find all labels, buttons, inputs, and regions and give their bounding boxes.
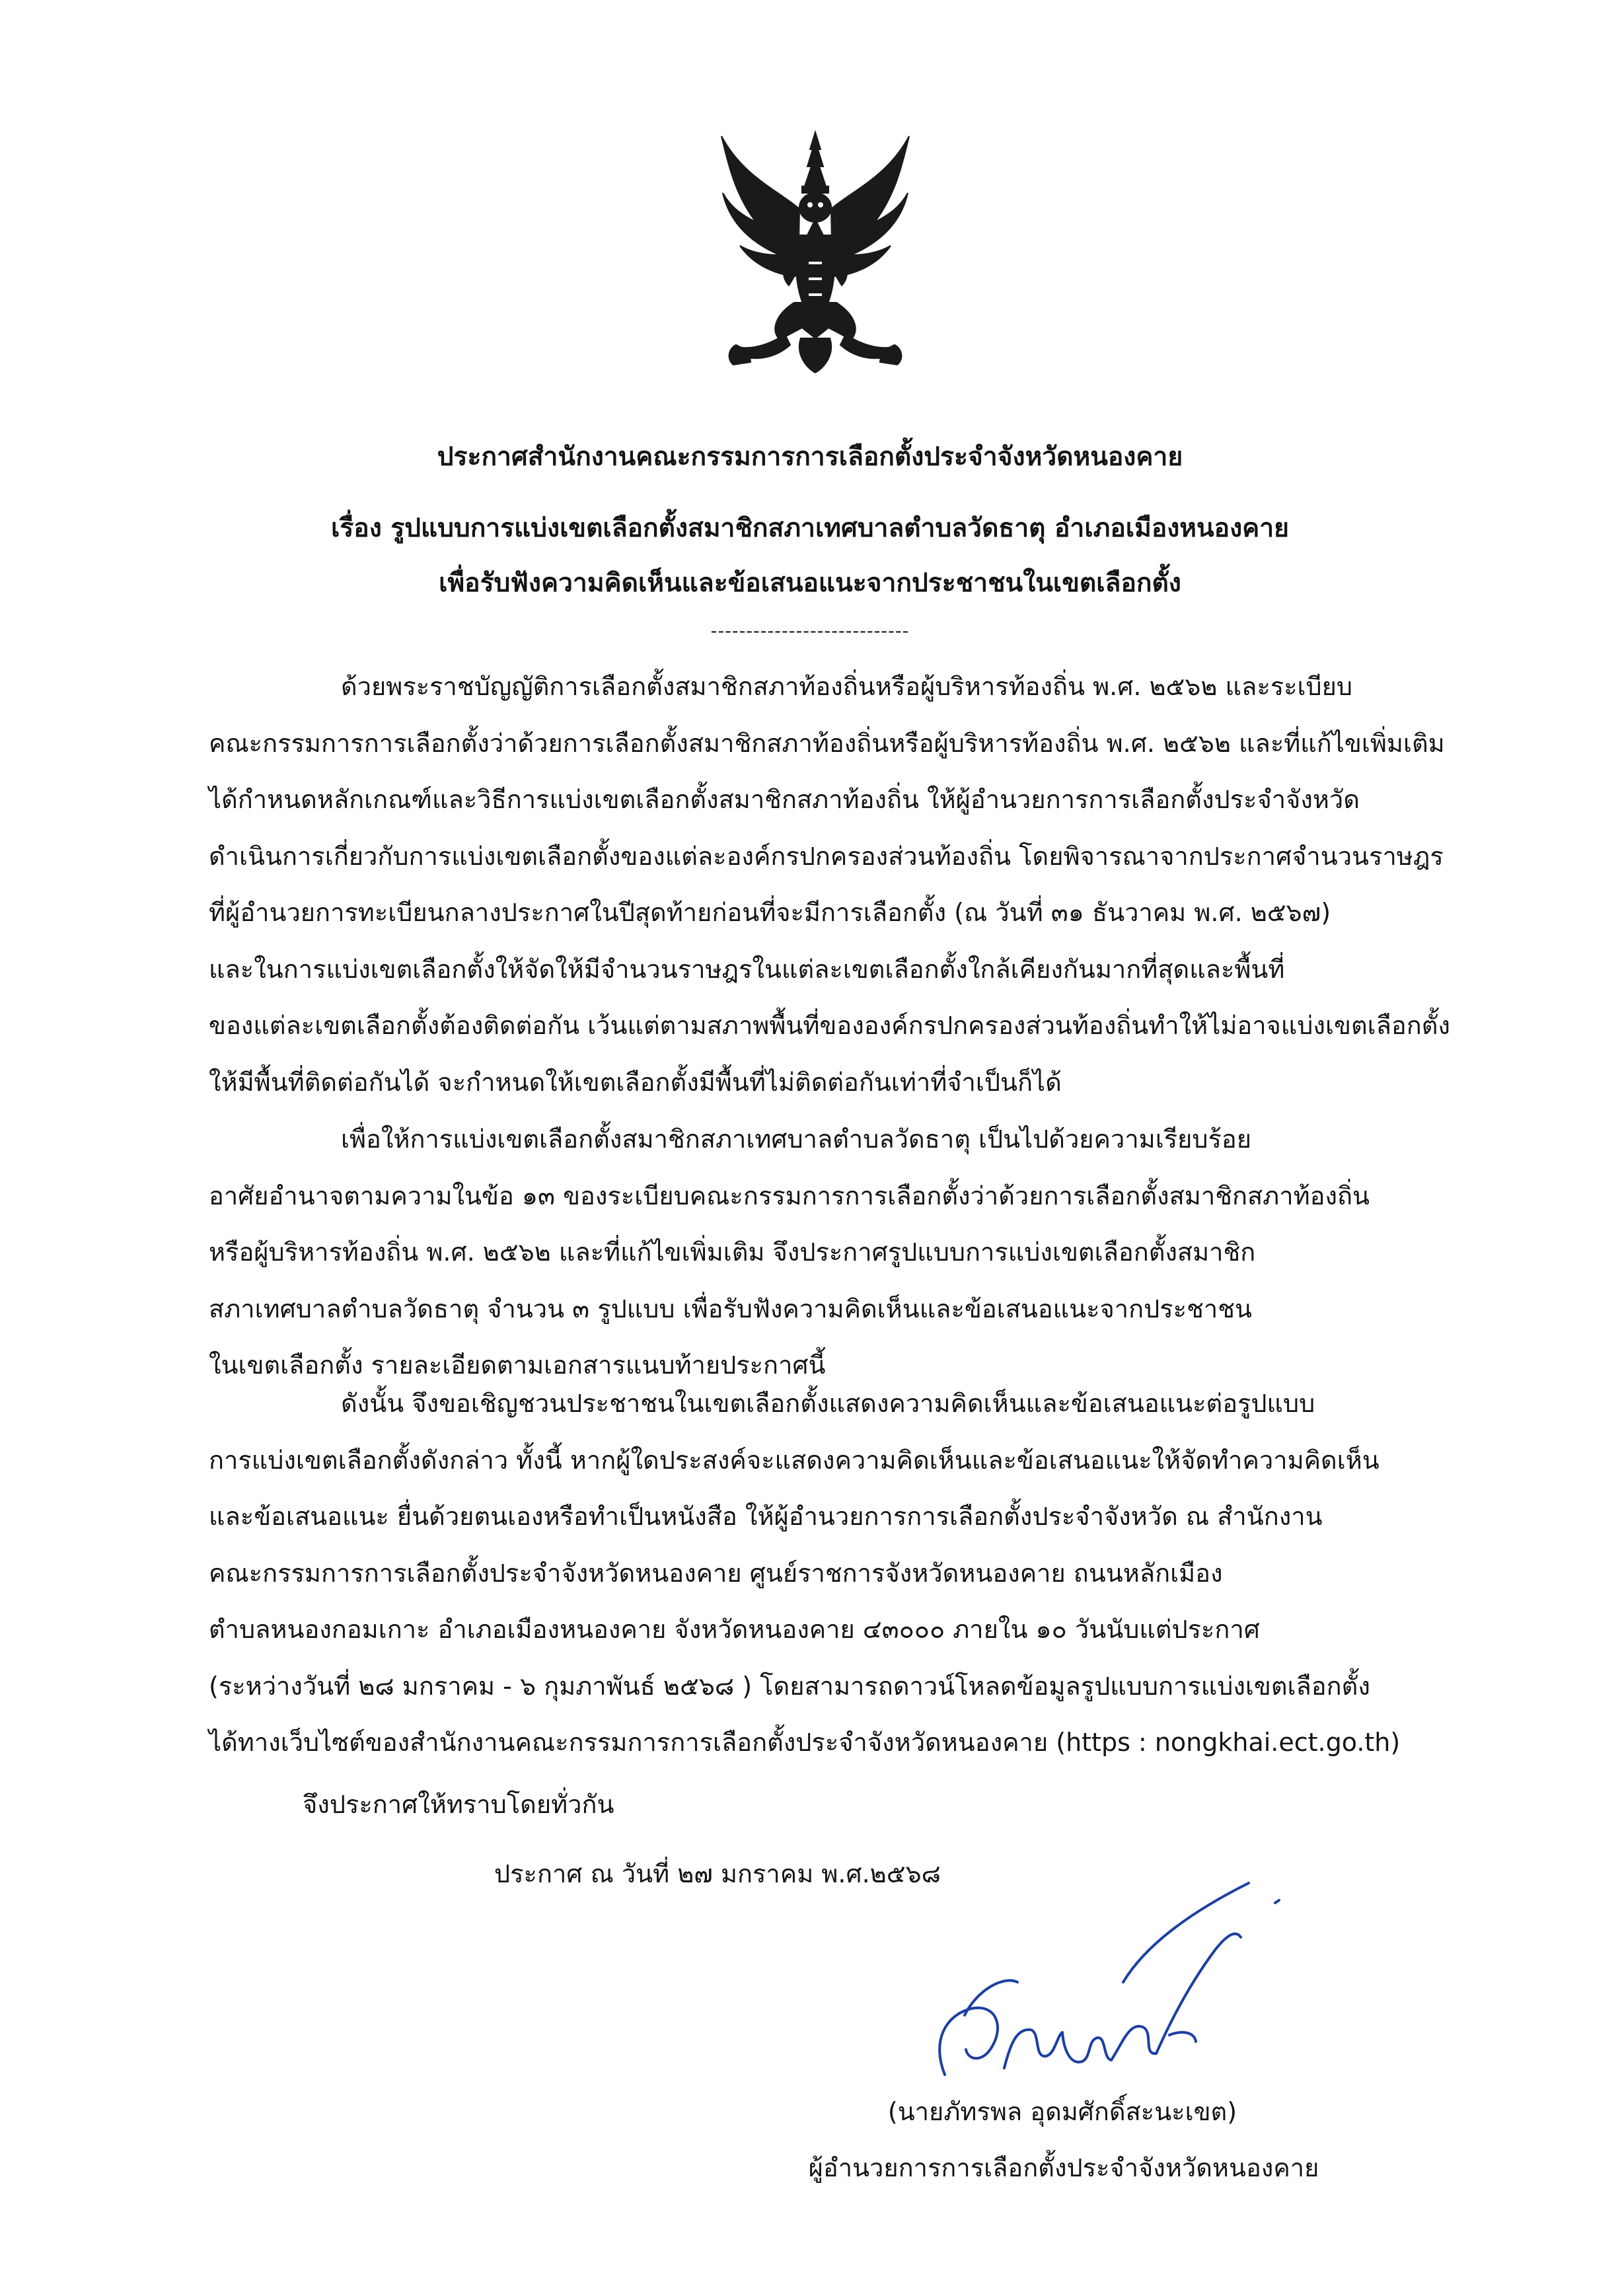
paragraph-2-line: เพื่อให้การแบ่งเขตเลือกตั้งสมาชิกสภาเทศบาลตำบลวัดธาตุ เป็นไปด้วยความเรียบร้อย — [341, 1125, 1251, 1154]
paragraph-2-line: อาศัยอำนาจตามความในข้อ ๑๓ ของระเบียบคณะกรรมการการเลือกตั้งว่าด้วยการเลือกตั้งสมาชิกสภาท้องถิ่น — [209, 1181, 1370, 1210]
paragraph-3-line: ดังนั้น จึงขอเชิญชวนประชาชนในเขตเลือกตั้งแสดงความคิดเห็นและข้อเสนอแนะต่อรูปแบบ — [341, 1389, 1315, 1418]
divider-line: ---------------------------- — [710, 621, 910, 642]
announcement-title: ประกาศสำนักงานคณะกรรมการการเลือกตั้งประจำจังหวัดหนองคาย — [437, 442, 1183, 472]
paragraph-1-line: ที่ผู้อำนวยการทะเบียนกลางประกาศในปีสุดท้ายก่อนที่จะมีการเลือกตั้ง (ณ วันที่ ๓๑ ธันวาคม พ.ศ. ๒๕๖๗) — [209, 898, 1331, 927]
announcement-date: ประกาศ ณ วันที่ ๒๗ มกราคม พ.ศ.๒๕๖๘ — [494, 1859, 941, 1888]
paragraph-1-line: และในการแบ่งเขตเลือกตั้งให้จัดให้มีจำนวนราษฎรในแต่ละเขตเลือกตั้งใกล้เคียงกันมากที่สุดและพื้นที่ — [209, 954, 1285, 984]
subject-line-2: เพื่อรับฟังความคิดเห็นและข้อเสนอแนะจากประชาชนในเขตเลือกตั้ง — [439, 568, 1181, 598]
paragraph-3-line: คณะกรรมการการเลือกตั้งประจำจังหวัดหนองคาย ศูนย์ราชการจังหวัดหนองคาย ถนนหลักเมือง — [209, 1558, 1223, 1588]
paragraph-3-line: การแบ่งเขตเลือกตั้งดังกล่าว ทั้งนี้ หากผู้ใดประสงค์จะแสดงความคิดเห็นและข้อเสนอแนะให้จัดทำความคิดเห็น — [209, 1445, 1380, 1475]
paragraph-1 — [209, 659, 1472, 1111]
paragraph-1-line: ได้กำหนดหลักเกณฑ์และวิธีการแบ่งเขตเลือกตั้งสมาชิกสภาท้องถิ่น ให้ผู้อำนวยการการเลือกตั้งประจำจังหวัด — [209, 785, 1360, 814]
paragraph-1-line: คณะกรรมการการเลือกตั้งว่าด้วยการเลือกตั้งสมาชิกสภาท้องถิ่นหรือผู้บริหารท้องถิ่น พ.ศ. ๒๕๖๒ และที่แก้ไขเพิ่มเติม — [209, 728, 1445, 758]
paragraph-3 — [209, 1376, 1472, 1771]
paragraph-1-line: ดำเนินการเกี่ยวกับการแบ่งเขตเลือกตั้งของแต่ละองค์กรปกครองส่วนท้องถิ่น โดยพิจารณาจากประกาศจำนวนราษฎร — [209, 841, 1444, 871]
signer-position: ผู้อำนวยการการเลือกตั้งประจำจังหวัดหนองคาย — [808, 2153, 1319, 2182]
paragraph-2-line: ในเขตเลือกตั้ง รายละเอียดตามเอกสารแนบท้ายประกาศนี้ — [209, 1351, 826, 1380]
paragraph-3-line: ได้ทางเว็บไซต์ของสำนักงานคณะกรรมการการเลือกตั้งประจำจังหวัดหนองคาย (https : nongkhai.ect.go.th) — [209, 1728, 1401, 1757]
paragraph-2 — [209, 1111, 1472, 1394]
paragraph-1-line: ของแต่ละเขตเลือกตั้งต้องติดต่อกัน เว้นแต่ตามสภาพพื้นที่ขององค์กรปกครองส่วนท้องถิ่นทำให้ไม่อาจแบ่งเขตเลือกตั้ง — [209, 1011, 1450, 1040]
paragraph-1-line: ให้มีพื้นที่ติดต่อกันได้ จะกำหนดให้เขตเลือกตั้งมีพื้นที่ไม่ติดต่อกันเท่าที่จำเป็นก็ได้ — [209, 1067, 1062, 1097]
paragraph-2-line: หรือผู้บริหารท้องถิ่น พ.ศ. ๒๕๖๒ และที่แก้ไขเพิ่มเติม จึงประกาศรูปแบบการแบ่งเขตเลือกตั้งสมาชิก — [209, 1238, 1256, 1267]
paragraph-1-line: ด้วยพระราชบัญญัติการเลือกตั้งสมาชิกสภาท้องถิ่นหรือผู้บริหารท้องถิ่น พ.ศ. ๒๕๖๒ และระเบียบ — [341, 672, 1353, 701]
paragraph-2-line: สภาเทศบาลตำบลวัดธาตุ จำนวน ๓ รูปแบบ เพื่อรับฟังความคิดเห็นและข้อเสนอแนะจากประชาชน — [209, 1294, 1252, 1323]
signer-name: (นายภัทรพล อุดมศักดิ์สะนะเขต) — [887, 2097, 1237, 2126]
paragraph-3-line: ตำบลหนองกอมเกาะ อำเภอเมืองหนองคาย จังหวัดหนองคาย ๔๓๐๐๐ ภายใน ๑๐ วันนับแต่ประกาศ — [209, 1615, 1260, 1644]
closing-statement: จึงประกาศให้ทราบโดยทั่วกัน — [303, 1790, 614, 1819]
subject-line-1: เรื่อง รูปแบบการแบ่งเขตเลือกตั้งสมาชิกสภาเทศบาลตำบลวัดธาตุ อำเภอเมืองหนองคาย — [331, 513, 1289, 543]
paragraph-3-line: (ระหว่างวันที่ ๒๘ มกราคม - ๖ กุมภาพันธ์ ๒๕๖๘ ) โดยสามารถดาวน์โหลดข้อมูลรูปแบบการแบ่งเขตเลือกตั้ง — [209, 1671, 1370, 1701]
paragraph-3-line: และข้อเสนอแนะ ยื่นด้วยตนเองหรือทำเป็นหนังสือ ให้ผู้อำนวยการการเลือกตั้งประจำจังหวัด ณ สำนักงาน — [209, 1502, 1323, 1531]
garuda-emblem-icon — [716, 130, 914, 375]
handwritten-signature — [905, 1876, 1315, 2114]
